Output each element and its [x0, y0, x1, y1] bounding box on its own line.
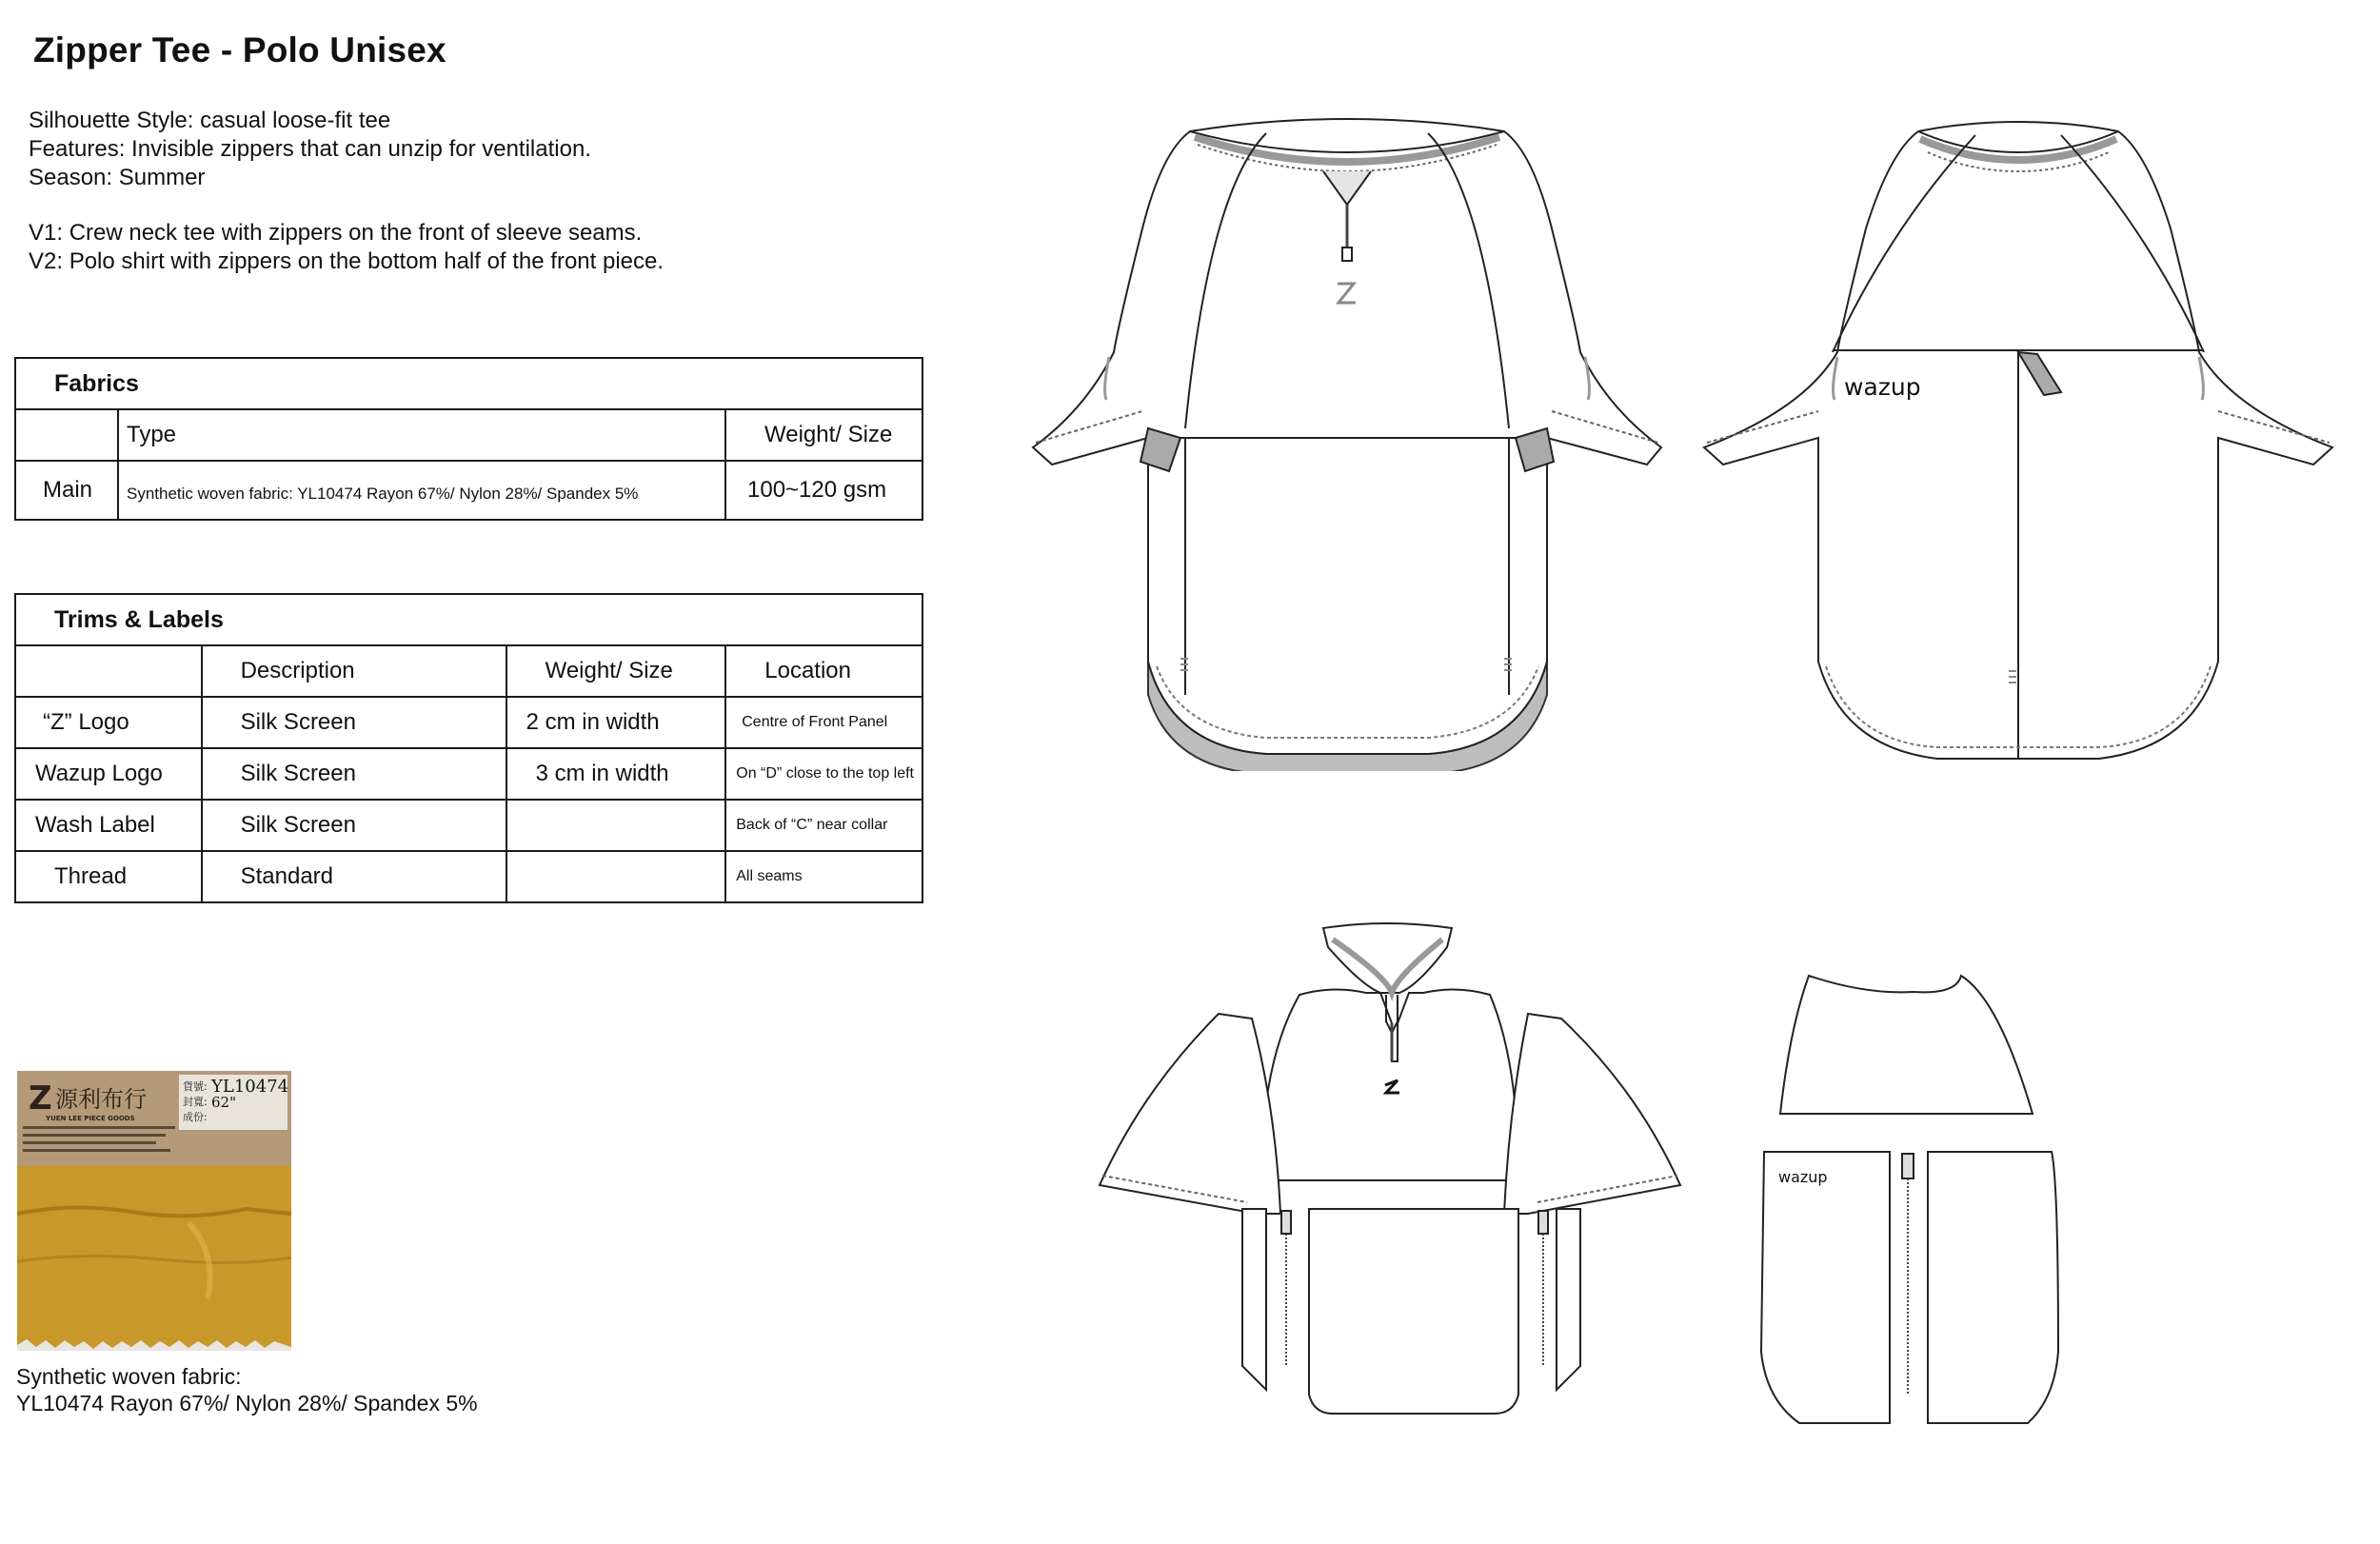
fabric-caption	[16, 1363, 478, 1416]
swatch-code-label: 貨號:	[183, 1080, 208, 1093]
trim-description: Silk Screen	[202, 697, 506, 748]
wazup-logo: wazup	[1844, 373, 1921, 401]
v1-text: V1: Crew neck tee with zippers on the front of sleeve seams.	[29, 220, 643, 246]
swatch-brand-cn: 源利布行	[55, 1086, 147, 1113]
trims-table	[14, 593, 923, 903]
fabric-swatch-photo	[17, 1071, 291, 1351]
trim-name: Thread	[15, 851, 202, 902]
trim-location: Centre of Front Panel	[725, 697, 922, 748]
style-description	[29, 107, 664, 276]
wazup-logo-small: wazup	[1778, 1168, 1828, 1186]
table-row	[15, 851, 922, 902]
back-pattern-pieces	[1752, 971, 2075, 1437]
fabrics-header-type: Type	[118, 409, 725, 461]
v2-text: V2: Polo shirt with zippers on the bottom half of the front piece.	[29, 248, 664, 274]
silhouette-text: Silhouette Style: casual loose-fit tee	[29, 108, 391, 133]
table-row	[15, 800, 922, 851]
fabrics-row-name: Main	[15, 461, 118, 520]
features-text: Features: Invisible zippers that can unzip for ventilation.	[29, 136, 591, 162]
table-row	[15, 697, 922, 748]
swatch-brand-en: YUEN LEE PIECE GOODS	[46, 1115, 135, 1122]
fabric-caption-line2: YL10474 Rayon 67%/ Nylon 28%/ Spandex 5%	[16, 1391, 478, 1415]
fabrics-row-type: Synthetic woven fabric: YL10474 Rayon 67%/ Nylon 28%/ Spandex 5%	[118, 461, 725, 520]
fabrics-header-blank	[15, 409, 118, 461]
swatch-width: 62"	[211, 1094, 236, 1111]
trim-size: 2 cm in width	[506, 697, 726, 748]
trim-location: All seams	[725, 851, 922, 902]
swatch-content-label: 成份:	[183, 1111, 208, 1123]
trims-header-weight: Weight/ Size	[506, 645, 726, 697]
trim-description: Silk Screen	[202, 748, 506, 800]
trim-description: Silk Screen	[202, 800, 506, 851]
trims-header-blank	[15, 645, 202, 697]
trim-name: “Z” Logo	[15, 697, 202, 748]
trim-location: Back of “C” near collar	[725, 800, 922, 851]
trim-name: Wazup Logo	[15, 748, 202, 800]
front-view-sketch	[1028, 114, 1666, 771]
season-text: Season: Summer	[29, 165, 206, 190]
fabrics-table	[14, 357, 923, 521]
trim-size	[506, 800, 726, 851]
trim-size	[506, 851, 726, 902]
trim-location: On “D” close to the top left	[725, 748, 922, 800]
fabrics-row-weight: 100~120 gsm	[725, 461, 922, 520]
swatch-code: YL10474	[211, 1077, 289, 1097]
back-view-sketch	[1699, 114, 2337, 771]
table-row	[15, 748, 922, 800]
swatch-width-label: 封寬:	[183, 1096, 208, 1108]
fabrics-heading: Fabrics	[15, 358, 922, 409]
trims-heading: Trims & Labels	[15, 594, 922, 645]
fabric-caption-line1: Synthetic woven fabric:	[16, 1364, 242, 1389]
trims-header-description: Description	[202, 645, 506, 697]
trims-header-location: Location	[725, 645, 922, 697]
trim-description: Standard	[202, 851, 506, 902]
page-title: Zipper Tee - Polo Unisex	[33, 30, 446, 69]
trim-name: Wash Label	[15, 800, 202, 851]
fabrics-header-weight: Weight/ Size	[725, 409, 922, 461]
front-pattern-pieces	[1095, 919, 1695, 1433]
svg-text:Z: Z	[29, 1079, 52, 1118]
trim-size: 3 cm in width	[506, 748, 726, 800]
